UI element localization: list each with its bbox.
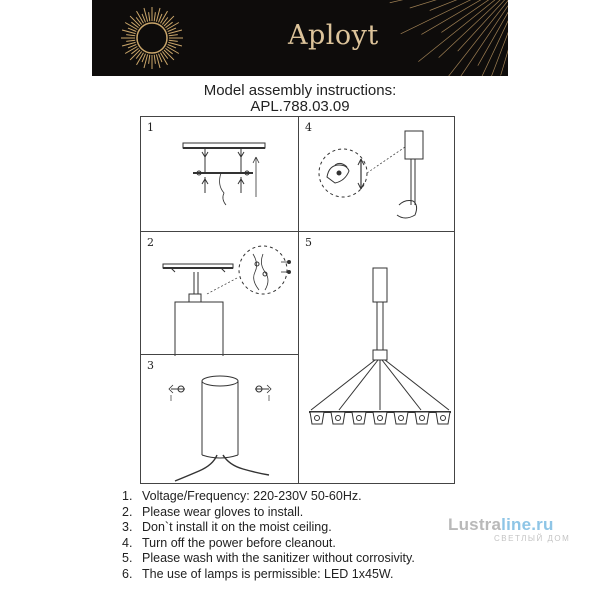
header-banner <box>92 0 508 76</box>
assembled-chandelier-diagram <box>299 232 456 485</box>
instruction-item <box>122 567 415 583</box>
instruction-number: 1. <box>122 489 133 503</box>
instruction-item <box>122 536 415 552</box>
lamp-head <box>415 412 429 424</box>
instruction-text: Voltage/Frequency: 220-230V 50-60Hz. <box>142 489 362 503</box>
step-number: 1 <box>147 121 154 134</box>
instruction-number: 5. <box>122 551 133 566</box>
wire-connection-diagram <box>141 232 300 356</box>
lamp-head <box>310 412 324 424</box>
ceiling-bracket-diagram <box>141 117 300 233</box>
height-adjustment-diagram <box>299 117 456 233</box>
model-number: APL.788.03.09 <box>250 98 350 115</box>
instruction-item <box>122 520 415 536</box>
lamp-head <box>331 412 345 424</box>
document-title: Model assembly instructions: <box>203 82 397 99</box>
step-3-panel <box>140 354 299 484</box>
lamp-head <box>394 412 408 424</box>
instruction-text: The use of lamps is permissible: LED 1x45W. <box>142 566 394 581</box>
step-number: 2 <box>147 236 154 249</box>
step-number: 4 <box>305 121 312 134</box>
shade-attachment-diagram <box>141 355 300 485</box>
brand-name: Aployt <box>288 20 379 51</box>
watermark-subtitle: СВЕТЛЫЙ ДОМ <box>494 534 571 543</box>
step-4-panel <box>298 116 455 232</box>
instruction-list <box>122 489 415 583</box>
step-number: 3 <box>147 359 154 372</box>
instruction-number: 6. <box>122 566 133 581</box>
watermark-logo <box>448 515 571 543</box>
step-number: 5 <box>305 236 312 249</box>
instruction-text: Please wear gloves to install. <box>142 504 304 519</box>
instruction-number: 2. <box>122 504 133 519</box>
instruction-number: 4. <box>122 535 133 550</box>
watermark-name-part1: Lustra <box>448 515 502 534</box>
instruction-text: Please wash with the sanitizer without corrosivity. <box>142 551 415 566</box>
step-2-panel <box>140 231 299 355</box>
instruction-item <box>122 505 415 521</box>
instruction-item <box>122 551 415 567</box>
assembly-diagram-sheet <box>140 116 455 484</box>
lamp-head <box>352 412 366 424</box>
step-5-panel <box>298 231 455 484</box>
instruction-number: 3. <box>122 520 133 535</box>
instruction-item <box>122 489 415 505</box>
lamp-head <box>436 412 450 424</box>
instruction-text: Don`t install it on the moist ceiling. <box>142 520 332 535</box>
lamp-head <box>373 412 387 424</box>
step-1-panel <box>140 116 299 232</box>
sunburst-logo-icon <box>121 7 183 69</box>
instruction-text: Turn off the power before cleanout. <box>142 535 336 550</box>
watermark-name-part2: line.ru <box>501 515 554 534</box>
